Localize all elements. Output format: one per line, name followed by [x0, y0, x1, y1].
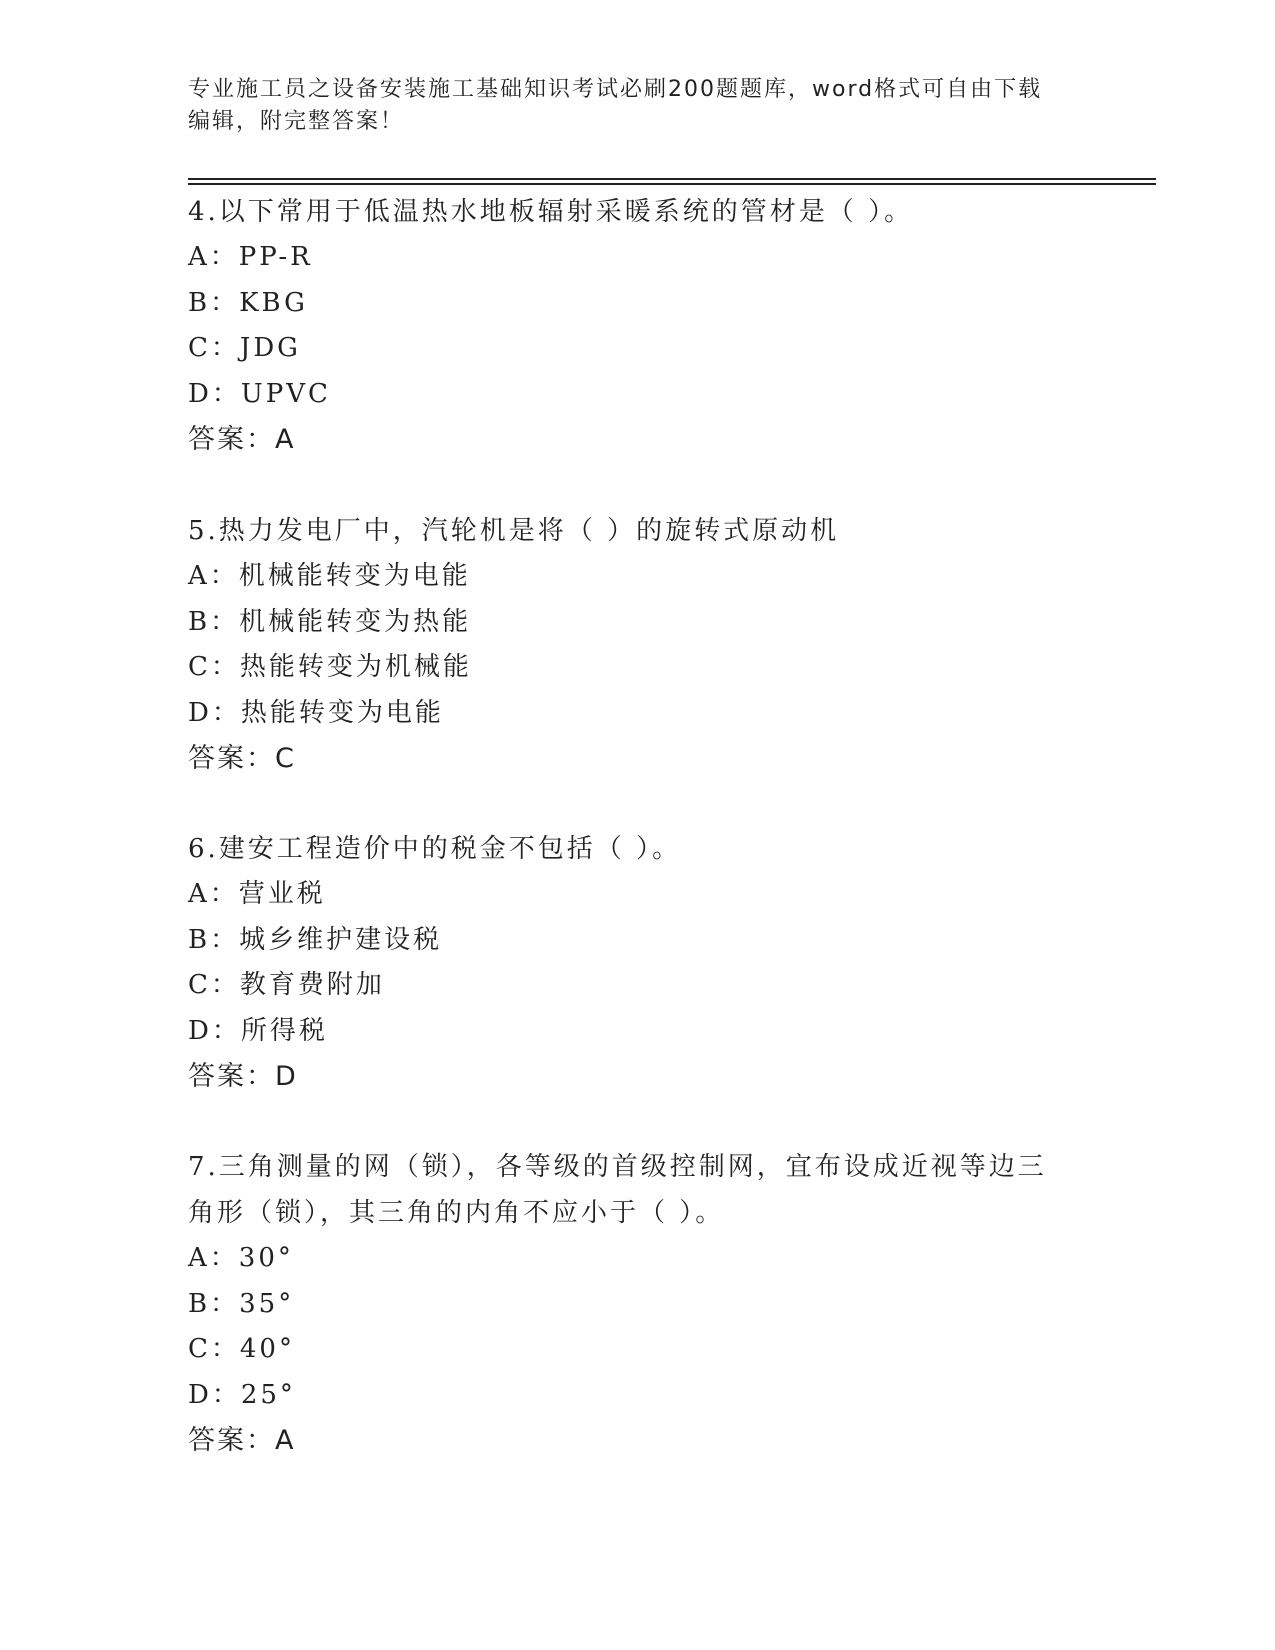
option-b: B：机械能转变为热能 [188, 606, 472, 637]
answer: 答案：A [188, 1425, 296, 1456]
question-6 [188, 826, 1068, 1099]
header-divider-top [188, 178, 1156, 180]
option-b: B：35° [188, 1288, 295, 1319]
answer: 答案：C [188, 743, 296, 774]
option-d: D：UPVC [188, 378, 331, 409]
question-stem: 6.建安工程造价中的税金不包括（ ）。 [188, 834, 682, 864]
option-a: A：机械能转变为电能 [188, 561, 471, 591]
header-title-line-1: 专业施工员之设备安装施工基础知识考试必刷200题题库，word格式可自由下载 [188, 77, 1043, 102]
option-d: D：25° [188, 1379, 296, 1410]
option-b: B：KBG [188, 287, 308, 318]
option-a: A：PP-R [188, 242, 313, 272]
question-stem-line-1: 7.三角测量的网（锁），各等级的首级控制网，宜布设成近视等边三 [188, 1152, 1047, 1182]
header-divider-bottom [188, 183, 1156, 185]
option-a: A：30° [188, 1243, 294, 1273]
option-b: B：城乡维护建设税 [188, 924, 443, 955]
option-d: D：所得税 [188, 1015, 328, 1046]
answer: 答案：D [188, 1061, 298, 1092]
question-5 [188, 508, 1068, 781]
option-c: C：40° [188, 1334, 295, 1364]
question-4 [188, 189, 1068, 462]
option-c: C：热能转变为机械能 [188, 652, 472, 682]
option-c: C：教育费附加 [188, 970, 385, 1000]
question-stem-line-2: 角形（锁），其三角的内角不应小于（ ）。 [188, 1198, 725, 1228]
document-header [188, 74, 1068, 138]
question-stem: 4.以下常用于低温热水地板辐射采暖系统的管材是（ ）。 [188, 197, 914, 227]
answer: 答案：A [188, 424, 296, 455]
header-title-line-2: 编辑，附完整答案！ [188, 109, 405, 134]
option-d: D：热能转变为电能 [188, 697, 444, 728]
question-stem: 5.热力发电厂中，汽轮机是将（ ）的旋转式原动机 [188, 516, 840, 546]
option-a: A：营业税 [188, 879, 326, 909]
option-c: C：JDG [188, 333, 301, 363]
question-7 [188, 1144, 1068, 1463]
